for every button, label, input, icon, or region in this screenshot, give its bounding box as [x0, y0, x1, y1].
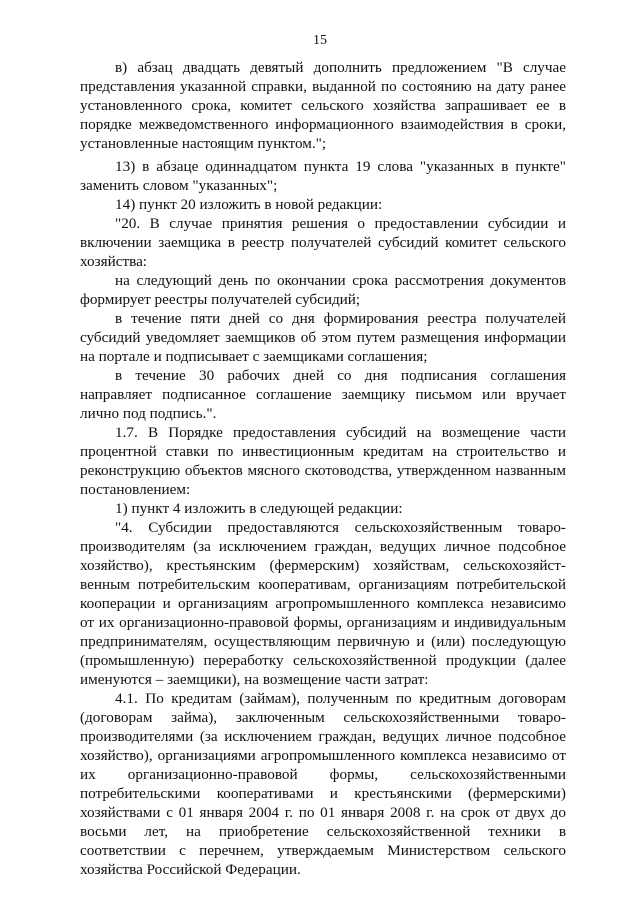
paragraph-item-1-7: 1.7. В Порядке предоставления субсидий на возмещение части процентной ставки по инвестиционным кредитам на строительство и реконструкцию объектов мясного скотоводства, утвержденном названным постановлением:	[80, 424, 566, 498]
paragraph-item-14: 14) пункт 20 изложить в новой редакции:	[115, 196, 383, 213]
paragraph-item-13: 13) в абзаце одиннадцатом пункта 19 слова "указанных в пункте" заменить словом "указанных";	[80, 158, 566, 194]
paragraph-five-days: в течение пяти дней со дня формирования реестра получателей субсидий уведомляет заемщиков об этом путем размещения информации на портале и подписывает с заемщиками соглашения;	[80, 310, 566, 365]
paragraph-clause-20: "20. В случае принятия решения о предоставлении субсидии и включении заемщика в реестр получателей субсидий комитет сельского хозяйства:	[80, 215, 566, 270]
paragraph-clause-4: "4. Субсидии предоставляются сельскохозяйственным товаро-производителям (за исключением граждан, ведущих личное подсобное хозяйство), крестьянским (фермерским) хозяйствам, сельскохозяйст-венным потребительским кооперативам, организациям потребительской кооперации и организациям агропромышленного комплекса независимо от их организационно-правовой формы, организациям и индивидуальным предпринимателям, осуществляющим первичную и (или) последующую (промышленную) переработку сельскохозяйственной продукции (далее именуются – заемщики), на возмещение части затрат:	[80, 519, 566, 688]
page-number: 15	[313, 33, 327, 48]
paragraph-clause-4-1: 4.1. По кредитам (займам), полученным по кредитным договорам (договорам займа), заключенным сельскохозяйственными товаро-производителями (за исключением граждан, ведущих личное подсобное хозяйство), организациями агропромышленного комплекса независимо от их организационно-правовой формы, сельскохозяйственными потребительскими кооперативами и крестьянскими (фермерскими) хозяйствами с 01 января 2004 г. по 01 января 2008 г. на срок от двух до восьми лет, на приобретение сельскохозяйственной техники в соответствии с перечнем, утверждаемым Министерством сельского хозяйства Российской Федерации.	[80, 690, 566, 878]
document-body	[80, 58, 566, 879]
paragraph-item-1: 1) пункт 4 изложить в следующей редакции:	[115, 500, 403, 517]
paragraph-amendment-v: в) абзац двадцать девятый дополнить предложением "В случае представления указанной справки, выданной по состоянию на дату ранее установленного срока, комитет сельского хозяйства запрашивает ее в порядке межведомственного информационного взаимодействия в сроки, установленные настоящим пунктом.";	[80, 59, 566, 152]
paragraph-next-day: на следующий день по окончании срока рассмотрения документов формирует реестры получателей субсидий;	[80, 272, 566, 308]
paragraph-thirty-days: в течение 30 рабочих дней со дня подписания соглашения направляет подписанное соглашение заемщику письмом или вручает лично под подпись.".	[80, 367, 566, 422]
